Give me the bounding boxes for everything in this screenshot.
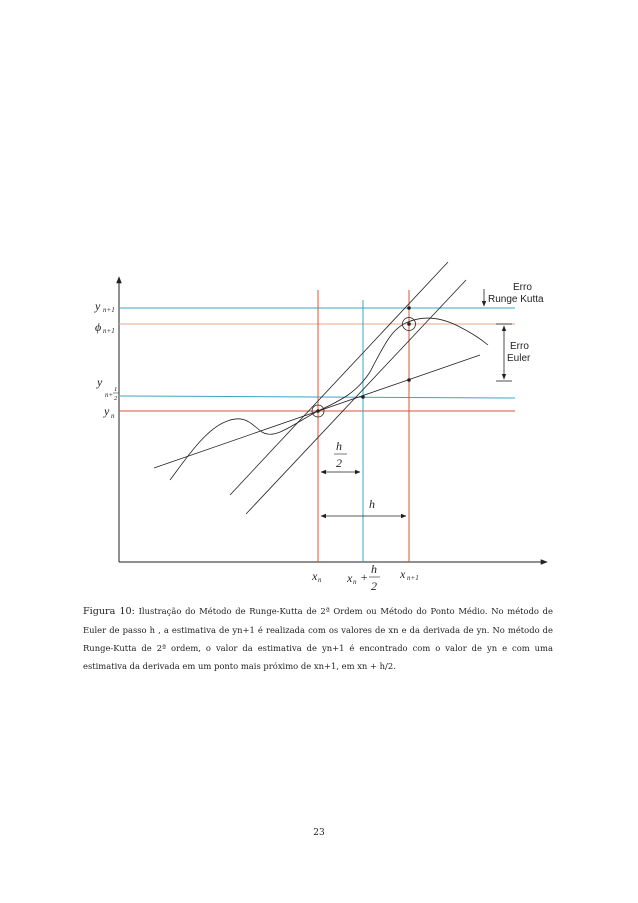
svg-text:1: 1	[114, 386, 118, 393]
svg-text:n: n	[353, 578, 357, 586]
svg-text:Runge Kutta: Runge Kutta	[488, 294, 544, 305]
label-y-n-plus-half	[96, 375, 119, 402]
svg-text:Erro: Erro	[510, 341, 529, 352]
svg-text:x: x	[312, 569, 318, 583]
figure-caption	[83, 602, 553, 675]
svg-text:n+1: n+1	[103, 306, 115, 314]
label-y-n-plus-1	[94, 299, 115, 314]
point-euler-estimate	[407, 378, 411, 382]
point-rk-estimate	[407, 306, 411, 310]
euler-error-annotation	[496, 324, 531, 381]
svg-text:ϕ: ϕ	[95, 320, 102, 334]
label-y-n	[103, 404, 115, 420]
caption-label: Figura 10:	[83, 606, 135, 617]
caption-text: Ilustração do Método de Runge-Kutta de 2ª Ordem ou Método do Ponto Médio. No método de Euler de passo h , a estimativa de yn+1 é realizada com os valores de xn e da derivada de yn. No método de Runge-Kutta de 2ª ordem, o valor da estimativa de yn+1 é encontrado com o valor de yn e com uma estimativa da derivada em um ponto mais próximo de xn+1, em xn + h/2.	[83, 606, 553, 671]
label-x-mid	[346, 562, 380, 593]
svg-text:n+: n+	[105, 391, 114, 399]
svg-text:h: h	[371, 562, 377, 576]
page-number: 23	[313, 828, 325, 838]
point-yn	[316, 409, 320, 413]
point-phi	[407, 322, 411, 326]
label-x-n	[311, 569, 322, 584]
svg-text:Euler: Euler	[507, 353, 531, 364]
svg-text:x: x	[400, 567, 406, 581]
solution-curve	[170, 318, 488, 480]
svg-text:n+1: n+1	[103, 327, 115, 335]
label-x-n-plus-1	[399, 567, 419, 582]
svg-text:y: y	[97, 375, 103, 389]
svg-text:h: h	[336, 439, 342, 453]
rk-error-annotation	[484, 282, 544, 306]
svg-text:2: 2	[336, 456, 342, 470]
svg-text:y: y	[95, 299, 101, 313]
label-phi-n-plus-1	[95, 320, 115, 335]
svg-text:y: y	[104, 404, 110, 418]
svg-text:n: n	[318, 576, 322, 584]
svg-text:n+1: n+1	[407, 574, 419, 582]
half-step-dimension	[321, 439, 360, 472]
svg-text:n: n	[111, 412, 115, 420]
point-mid	[361, 395, 365, 399]
svg-text:2: 2	[114, 395, 118, 402]
svg-text:+: +	[360, 570, 369, 584]
svg-text:2: 2	[371, 579, 377, 593]
svg-text:h: h	[369, 497, 375, 511]
svg-text:x: x	[347, 571, 353, 585]
svg-text:Erro: Erro	[513, 282, 532, 293]
y-n-plus-half-line	[119, 396, 515, 398]
